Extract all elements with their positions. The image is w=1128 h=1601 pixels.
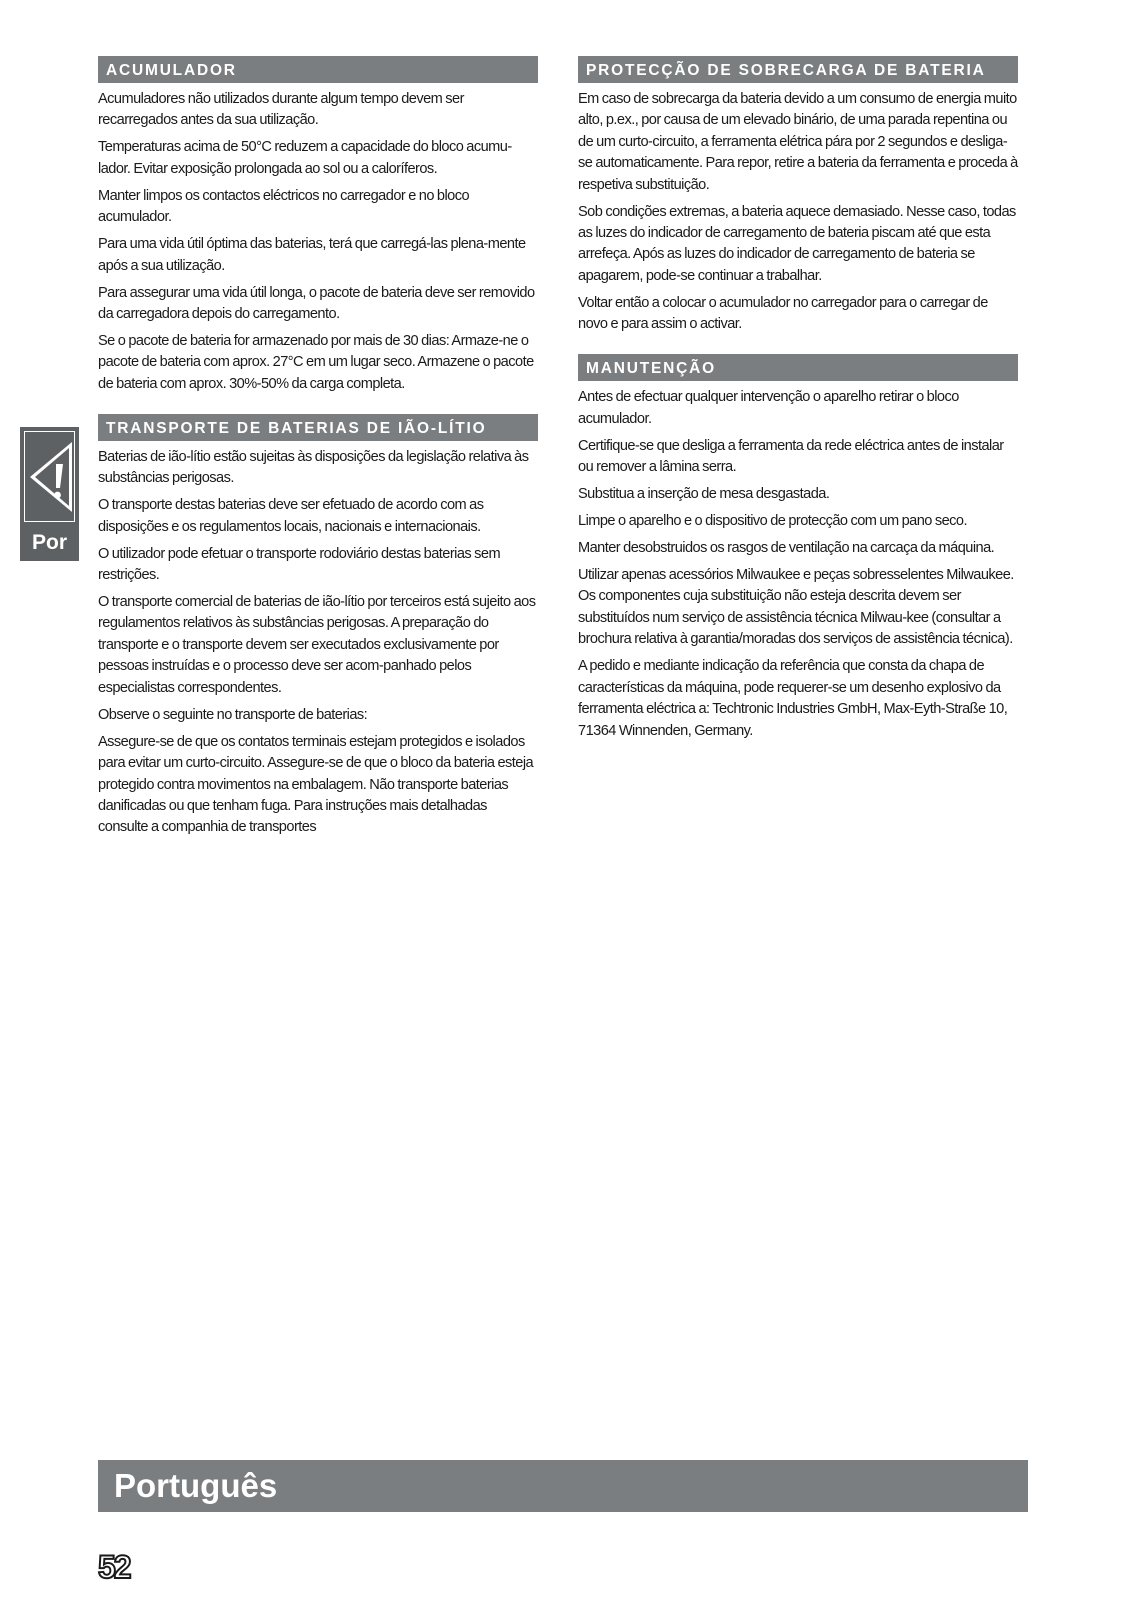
paragraph: Certifique-se que desliga a ferramenta da rede eléctrica antes de instalar ou remover a lâmina serra. bbox=[578, 437, 1004, 476]
paragraph: Para assegurar uma vida útil longa, o pacote de bateria deve ser removido da carregadora depois do carregamento. bbox=[98, 284, 535, 323]
section-acumulador bbox=[98, 56, 538, 395]
right-column bbox=[578, 56, 1018, 748]
footer-language-bar bbox=[98, 1460, 1028, 1512]
paragraph: Utilizar apenas acessórios Milwaukee e peças sobresselentes Milwaukee. Os componentes cuja substituição não esteja descrita devem ser substituídos num serviço de assistência técnica Milwau-kee (consultar a brochura relativa à garantia/moradas dos serviços de assistência técnica). bbox=[578, 567, 1014, 648]
paragraph: O utilizador pode efetuar o transporte rodoviário destas baterias sem restrições. bbox=[98, 545, 501, 584]
warning-icon bbox=[24, 431, 75, 522]
paragraph: O transporte destas baterias deve ser efetuado de acordo com as disposições e os regulamentos locais, nacionais e internacionais. bbox=[98, 497, 484, 535]
section-heading: TRANSPORTE DE BATERIAS DE IÃO-LÍTIO bbox=[98, 414, 538, 441]
paragraph: Temperaturas acima de 50°C reduzem a capacidade do bloco acumu-lador. Evitar exposição prolongada ao sol ou a caloríferos. bbox=[98, 139, 512, 177]
section-transporte bbox=[98, 414, 538, 839]
page-number: 52 bbox=[98, 1549, 130, 1585]
section-proteccao bbox=[578, 56, 1018, 336]
paragraph: Manter desobstruidos os rasgos de ventilação na carcaça da máquina. bbox=[578, 540, 995, 557]
section-manutencao bbox=[578, 354, 1018, 742]
paragraph: Baterias de ião-lítio estão sujeitas às disposições da legislação relativa às substâncias perigosas. bbox=[98, 448, 529, 487]
paragraph: Para uma vida útil óptima das baterias, terá que carregá-las plena-mente após a sua utilização. bbox=[98, 236, 526, 274]
paragraph: A pedido e mediante indicação da referência que consta da chapa de características da máquina, pode requerer-se um desenho explosivo da ferramenta eléctrica a: Techtronic Industries GmbH, Max-Eyth-Straße 10, 71364 Winnenden, Germany. bbox=[578, 658, 1008, 739]
paragraph: Observe o seguinte no transporte de baterias: bbox=[98, 706, 368, 723]
language-side-tab bbox=[20, 427, 79, 561]
left-column bbox=[98, 56, 538, 844]
paragraph: Acumuladores não utilizados durante algum tempo devem ser recarregados antes da sua utilização. bbox=[98, 91, 464, 129]
paragraph: Limpe o aparelho e o dispositivo de protecção com um pano seco. bbox=[578, 513, 967, 530]
section-heading: PROTECÇÃO DE SOBRECARGA DE BATERIA bbox=[578, 56, 1018, 83]
section-heading: ACUMULADOR bbox=[98, 56, 538, 83]
paragraph: Sob condições extremas, a bateria aquece demasiado. Nesse caso, todas as luzes do indicador de carregamento de bateria piscam até que esta arrefeça. Após as luzes do indicador de carregamento de bateria se apagarem, pode-se continuar a trabalhar. bbox=[578, 203, 1016, 284]
paragraph: Manter limpos os contactos eléctricos no carregador e no bloco acumulador. bbox=[98, 187, 470, 226]
paragraph: Antes de efectuar qualquer intervenção o aparelho retirar o bloco acumulador. bbox=[578, 389, 959, 427]
paragraph: Voltar então a colocar o acumulador no carregador para o carregar de novo e para assim o activar. bbox=[578, 294, 988, 333]
paragraph: Assegure-se de que os contatos terminais estejam protegidos e isolados para evitar um curto-circuito. Assegure-se de que o bloco da bateria esteja protegido contra movimentos na embalagem. Não transporte baterias danificadas ou que tenham fuga. Para instruções mais detalhadas consulte a companhia de transportes bbox=[98, 733, 534, 836]
language-code: Por bbox=[31, 531, 67, 554]
paragraph: Em caso de sobrecarga da bateria devido a um consumo de energia muito alto, p.ex., por causa de um elevado binário, de uma parada repentina ou de um curto-circuito, a ferramenta elétrica pára por 2 segundos e desliga-se automaticamente. Para repor, retire a bateria da ferramenta e proceda à respetiva substituição. bbox=[578, 91, 1018, 193]
paragraph: Se o pacote de bateria for armazenado por mais de 30 dias: Armaze-ne o pacote de bateria com aprox. 27°C em um lugar seco. Armazene o pacote de bateria com aprox. 30%-50% da carga completa. bbox=[98, 333, 534, 392]
section-heading: MANUTENÇÃO bbox=[578, 354, 1018, 381]
footer-language: Português bbox=[114, 1467, 278, 1504]
paragraph: Substitua a inserção de mesa desgastada. bbox=[578, 486, 830, 503]
paragraph: O transporte comercial de baterias de ião-lítio por terceiros está sujeito aos regulamentos relativos às substâncias perigosas. A preparação do transporte e o transporte devem ser executados exclusivamente por pessoas instruídas e o processo deve ser acom-panhado pelos especialistas correspondentes. bbox=[98, 594, 536, 696]
